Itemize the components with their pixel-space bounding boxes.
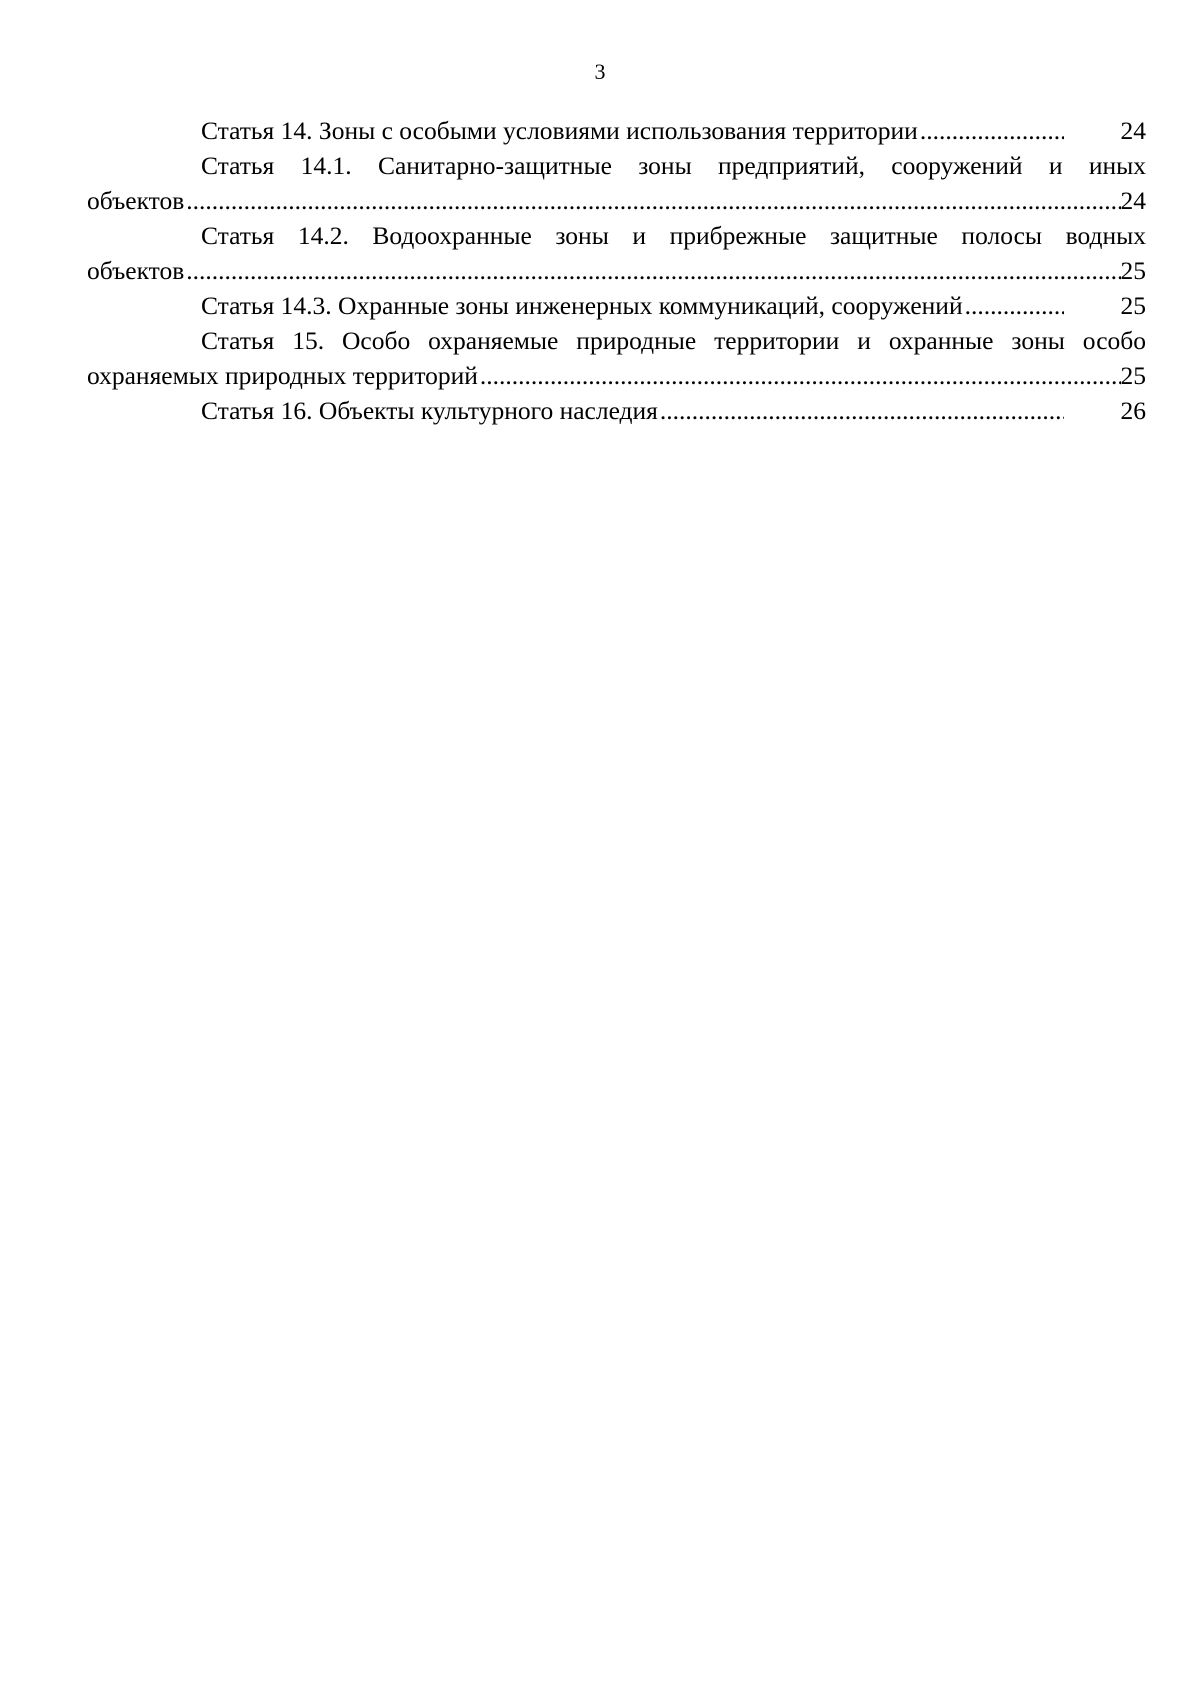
toc-entry-title-line1: Статья 14.1. Санитарно-защитные зоны предприятий, сооружений и иных [201, 151, 1146, 180]
toc-entry-page: 25 [1120, 291, 1146, 320]
toc-entry-page: 24 [1120, 186, 1146, 215]
toc-entry-title-line2-row [87, 183, 1146, 218]
toc-entry-article-14-3[interactable] [144, 288, 1146, 323]
toc-entry-article-14[interactable] [144, 113, 1146, 148]
table-of-contents [87, 113, 1146, 428]
toc-entry-page: 25 [1120, 361, 1146, 390]
toc-entry-title-line2-row [87, 358, 1146, 393]
toc-entry-page: 24 [1120, 116, 1146, 145]
toc-entry-page: 25 [1120, 256, 1146, 285]
dot-leader [918, 113, 1064, 148]
toc-entry-title-line1: Статья 14.2. Водоохранные зоны и прибрежные защитные полосы водных [201, 221, 1146, 250]
toc-entry-title-line2: объектов [87, 256, 185, 285]
page-number: 3 [594, 59, 606, 84]
toc-entry-title: Статья 16. Объекты культурного наследия [201, 396, 658, 425]
dot-leader [963, 288, 1064, 323]
dot-leader [184, 253, 1120, 288]
toc-entry-title-line1: Статья 15. Особо охраняемые природные территории и охранные зоны особо [201, 326, 1146, 355]
toc-entry-article-15[interactable] [87, 323, 1146, 393]
toc-entry-article-14-2[interactable] [87, 218, 1146, 288]
toc-entry-page: 26 [1120, 396, 1146, 425]
dot-leader [658, 393, 1064, 428]
toc-entry-title: Статья 14. Зоны с особыми условиями использования территории [201, 116, 918, 145]
toc-entry-title: Статья 14.3. Охранные зоны инженерных коммуникаций, сооружений [201, 291, 963, 320]
toc-entry-title-line2-row [87, 253, 1146, 288]
dot-leader [478, 358, 1121, 393]
toc-entry-title-line2: охраняемых природных территорий [87, 361, 478, 390]
toc-entry-article-16[interactable] [144, 393, 1146, 428]
dot-leader [184, 183, 1120, 218]
toc-entry-article-14-1[interactable] [87, 148, 1146, 218]
toc-entry-title-line2: объектов [87, 186, 185, 215]
